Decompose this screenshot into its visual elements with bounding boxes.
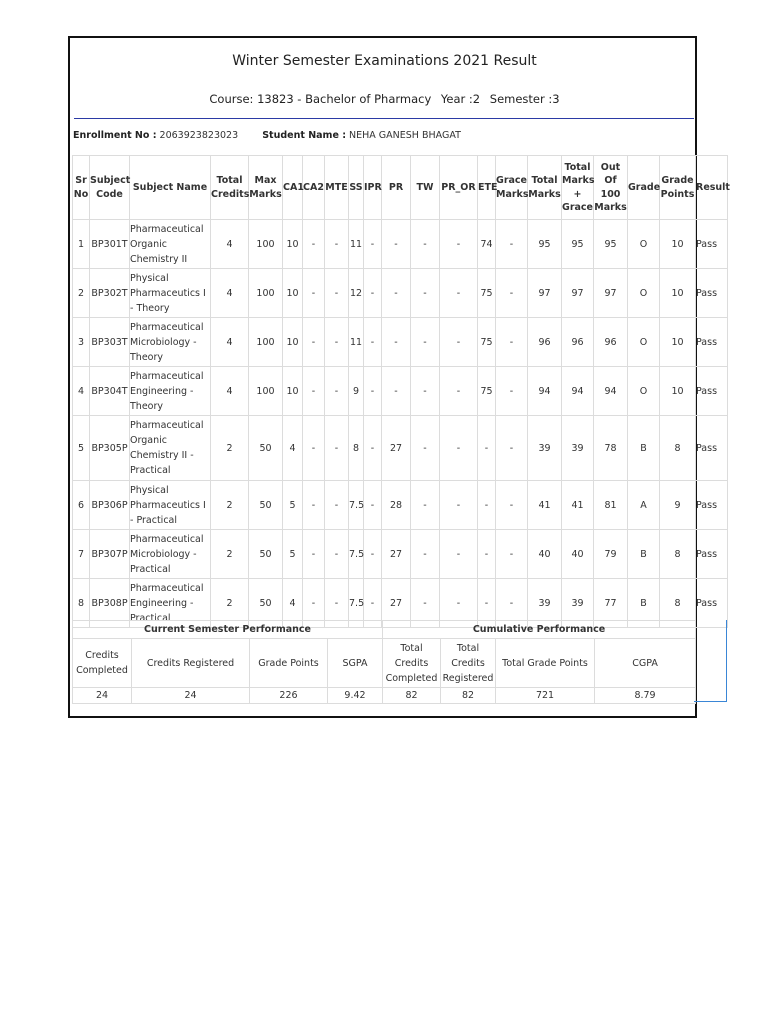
table-cell: - — [325, 481, 349, 530]
table-cell: - — [440, 416, 478, 481]
table-cell: BP301T — [90, 220, 130, 269]
table-cell: 2 — [211, 416, 249, 481]
table-cell: 1 — [73, 220, 90, 269]
table-cell: - — [382, 318, 411, 367]
table-cell: Pharmaceutical Organic Chemistry II - Practical — [130, 416, 211, 481]
column-header: Result — [696, 156, 728, 220]
table-cell: Pass — [696, 318, 728, 367]
table-cell: 10 — [660, 269, 696, 318]
column-header: TW — [411, 156, 440, 220]
table-cell: 7 — [73, 530, 90, 579]
grade-points-value: 226 — [250, 688, 328, 704]
column-header: Max Marks — [249, 156, 283, 220]
table-cell: 96 — [594, 318, 628, 367]
table-cell: - — [325, 530, 349, 579]
table-cell: 27 — [382, 579, 411, 628]
table-cell: 4 — [73, 367, 90, 416]
table-cell: BP306P — [90, 481, 130, 530]
column-header: MTE — [325, 156, 349, 220]
table-cell: - — [478, 579, 496, 628]
table-cell: - — [478, 530, 496, 579]
enrollment-value: 2063923823023 — [159, 130, 239, 141]
semester-label: Semester :3 — [489, 92, 560, 106]
table-cell: 39 — [528, 416, 562, 481]
page-title: Winter Semester Examinations 2021 Result — [232, 53, 537, 69]
performance-label: Credits Registered — [132, 639, 250, 688]
cgpa-value: 8.79 — [595, 688, 696, 704]
table-cell: - — [303, 318, 325, 367]
table-row — [73, 416, 728, 481]
performance-label: Total Credits Registered — [441, 639, 496, 688]
table-cell: 4 — [283, 416, 303, 481]
table-cell: - — [325, 579, 349, 628]
table-cell: 8 — [73, 579, 90, 628]
table-cell: 100 — [249, 367, 283, 416]
table-cell: - — [303, 416, 325, 481]
performance-label: Total Credits Completed — [383, 639, 441, 688]
marks-table — [72, 155, 728, 628]
table-cell: - — [411, 318, 440, 367]
table-cell: 2 — [211, 481, 249, 530]
table-cell: Pharmaceutical Engineering - Practical — [130, 579, 211, 628]
table-cell: 4 — [211, 367, 249, 416]
sgpa-value: 9.42 — [328, 688, 383, 704]
column-header: Grade Points — [660, 156, 696, 220]
table-cell: - — [325, 269, 349, 318]
course-label: Course: 13823 - Bachelor of Pharmacy — [209, 92, 432, 106]
table-cell: BP307P — [90, 530, 130, 579]
table-cell: BP304T — [90, 367, 130, 416]
table-cell: 10 — [660, 318, 696, 367]
table-cell: 95 — [562, 220, 594, 269]
table-cell: - — [411, 220, 440, 269]
table-cell: 75 — [478, 269, 496, 318]
table-cell: - — [411, 416, 440, 481]
table-cell: 50 — [249, 481, 283, 530]
table-cell: Pass — [696, 530, 728, 579]
table-cell: 79 — [594, 530, 628, 579]
table-cell: 75 — [478, 367, 496, 416]
table-cell: 8 — [660, 530, 696, 579]
performance-heading-row — [73, 621, 696, 639]
course-line — [70, 92, 699, 106]
table-cell: Pharmaceutical Engineering - Theory — [130, 367, 211, 416]
table-row — [73, 318, 728, 367]
credits-completed-value: 24 — [73, 688, 132, 704]
column-header: Out Of 100 Marks — [594, 156, 628, 220]
table-cell: Pass — [696, 481, 728, 530]
table-cell: 39 — [562, 579, 594, 628]
table-cell: - — [364, 416, 382, 481]
table-cell: 50 — [249, 579, 283, 628]
table-row — [73, 269, 728, 318]
table-cell: 97 — [528, 269, 562, 318]
student-name-value: NEHA GANESH BHAGAT — [349, 130, 461, 141]
column-header: Subject Name — [130, 156, 211, 220]
table-cell: 77 — [594, 579, 628, 628]
table-cell: 50 — [249, 416, 283, 481]
table-cell: - — [440, 318, 478, 367]
table-cell: 2 — [73, 269, 90, 318]
table-cell: - — [496, 367, 528, 416]
table-cell: 94 — [562, 367, 594, 416]
table-cell: 3 — [73, 318, 90, 367]
table-cell: - — [325, 220, 349, 269]
table-cell: - — [411, 367, 440, 416]
table-cell: O — [628, 269, 660, 318]
credits-registered-value: 24 — [132, 688, 250, 704]
table-cell: 2 — [211, 579, 249, 628]
table-cell: - — [382, 269, 411, 318]
table-cell: - — [440, 269, 478, 318]
table-cell: - — [364, 579, 382, 628]
table-row — [73, 220, 728, 269]
table-cell: 12 — [349, 269, 364, 318]
table-cell: - — [440, 481, 478, 530]
table-cell: - — [496, 481, 528, 530]
table-cell: - — [303, 220, 325, 269]
student-name-label: Student Name : — [262, 130, 346, 141]
table-cell: - — [364, 269, 382, 318]
table-cell: 5 — [283, 481, 303, 530]
column-header: Total Credits — [211, 156, 249, 220]
table-cell: Pass — [696, 579, 728, 628]
table-cell: 9 — [349, 367, 364, 416]
performance-label: Credits Completed — [73, 639, 132, 688]
table-cell: 94 — [594, 367, 628, 416]
performance-table — [72, 620, 696, 704]
table-cell: 6 — [73, 481, 90, 530]
performance-label: CGPA — [595, 639, 696, 688]
table-cell: 97 — [562, 269, 594, 318]
table-cell: - — [364, 220, 382, 269]
table-cell: - — [496, 318, 528, 367]
column-header: PR — [382, 156, 411, 220]
table-cell: - — [411, 481, 440, 530]
table-cell: 27 — [382, 416, 411, 481]
table-cell: - — [411, 579, 440, 628]
table-cell: A — [628, 481, 660, 530]
table-cell: Pharmaceutical Microbiology - Practical — [130, 530, 211, 579]
table-cell: 10 — [283, 318, 303, 367]
table-cell: 50 — [249, 530, 283, 579]
column-header: IPR — [364, 156, 382, 220]
table-cell: O — [628, 367, 660, 416]
student-info — [73, 130, 461, 141]
table-cell: 10 — [660, 220, 696, 269]
cumulative-performance-heading: Cumulative Performance — [383, 621, 696, 639]
table-cell: 8 — [349, 416, 364, 481]
table-cell: - — [364, 481, 382, 530]
table-cell: - — [478, 481, 496, 530]
table-cell: 7.5 — [349, 530, 364, 579]
total-credits-completed-value: 82 — [383, 688, 441, 704]
table-cell: 4 — [283, 579, 303, 628]
column-header: Total Marks — [528, 156, 562, 220]
table-cell: O — [628, 318, 660, 367]
table-cell: - — [440, 579, 478, 628]
table-cell: - — [382, 367, 411, 416]
table-cell: 96 — [562, 318, 594, 367]
table-cell: 27 — [382, 530, 411, 579]
table-cell: - — [382, 220, 411, 269]
table-cell: - — [411, 530, 440, 579]
table-cell: - — [496, 220, 528, 269]
table-cell: Pass — [696, 220, 728, 269]
table-cell: 95 — [594, 220, 628, 269]
column-header: Total Marks + Grace — [562, 156, 594, 220]
table-cell: - — [303, 579, 325, 628]
divider — [74, 118, 694, 119]
table-cell: 94 — [528, 367, 562, 416]
table-cell: - — [478, 416, 496, 481]
table-cell: Pass — [696, 416, 728, 481]
column-header: Grade — [628, 156, 660, 220]
table-cell: - — [303, 530, 325, 579]
table-cell: - — [496, 416, 528, 481]
table-cell: 2 — [211, 530, 249, 579]
table-cell: O — [628, 220, 660, 269]
column-header: PR_OR — [440, 156, 478, 220]
performance-label: SGPA — [328, 639, 383, 688]
performance-label: Total Grade Points — [496, 639, 595, 688]
column-header: Grace Marks — [496, 156, 528, 220]
table-header-row — [73, 156, 728, 220]
performance-label-row — [73, 639, 696, 688]
table-cell: 95 — [528, 220, 562, 269]
table-cell: - — [496, 269, 528, 318]
table-cell: BP302T — [90, 269, 130, 318]
table-cell: - — [440, 220, 478, 269]
table-cell: 7.5 — [349, 579, 364, 628]
table-cell: Pharmaceutical Microbiology - Theory — [130, 318, 211, 367]
table-cell: BP305P — [90, 416, 130, 481]
column-header: ETE — [478, 156, 496, 220]
table-cell: - — [364, 367, 382, 416]
performance-value-row — [73, 688, 696, 704]
year-label: Year :2 — [440, 92, 481, 106]
table-cell: - — [364, 318, 382, 367]
table-cell: 81 — [594, 481, 628, 530]
table-cell: 10 — [283, 269, 303, 318]
table-cell: BP308P — [90, 579, 130, 628]
table-cell: 10 — [660, 367, 696, 416]
table-cell: 41 — [562, 481, 594, 530]
table-cell: 75 — [478, 318, 496, 367]
table-cell: - — [411, 269, 440, 318]
table-row — [73, 481, 728, 530]
table-cell: 9 — [660, 481, 696, 530]
table-cell: - — [303, 367, 325, 416]
table-cell: 4 — [211, 269, 249, 318]
current-performance-heading: Current Semester Performance — [73, 621, 383, 639]
table-cell: 100 — [249, 318, 283, 367]
table-cell: Pharmaceutical Organic Chemistry II — [130, 220, 211, 269]
column-header: CA2 — [303, 156, 325, 220]
table-cell: 40 — [528, 530, 562, 579]
table-cell: - — [496, 530, 528, 579]
table-cell: BP303T — [90, 318, 130, 367]
table-cell: Physical Pharmaceutics I - Theory — [130, 269, 211, 318]
table-cell: 4 — [211, 220, 249, 269]
table-cell: 28 — [382, 481, 411, 530]
table-cell: - — [440, 367, 478, 416]
table-cell: 100 — [249, 269, 283, 318]
table-cell: 40 — [562, 530, 594, 579]
table-cell: - — [496, 579, 528, 628]
table-cell: 97 — [594, 269, 628, 318]
table-cell: - — [440, 530, 478, 579]
enrollment-label: Enrollment No : — [73, 130, 157, 141]
table-cell: 10 — [283, 367, 303, 416]
table-cell: Pass — [696, 367, 728, 416]
table-cell: 100 — [249, 220, 283, 269]
table-cell: 11 — [349, 220, 364, 269]
table-cell: - — [364, 530, 382, 579]
table-cell: B — [628, 530, 660, 579]
table-cell: 41 — [528, 481, 562, 530]
table-cell: 10 — [283, 220, 303, 269]
table-cell: Pass — [696, 269, 728, 318]
table-cell: Physical Pharmaceutics I - Practical — [130, 481, 211, 530]
table-cell: 8 — [660, 579, 696, 628]
table-cell: B — [628, 579, 660, 628]
table-cell: - — [325, 367, 349, 416]
total-grade-points-value: 721 — [496, 688, 595, 704]
table-row — [73, 530, 728, 579]
table-cell: 7.5 — [349, 481, 364, 530]
column-header: SS — [349, 156, 364, 220]
column-header: CA1 — [283, 156, 303, 220]
column-header: Sr No — [73, 156, 90, 220]
table-cell: - — [303, 269, 325, 318]
table-cell: 74 — [478, 220, 496, 269]
table-cell: 78 — [594, 416, 628, 481]
table-cell: 96 — [528, 318, 562, 367]
table-cell: 8 — [660, 416, 696, 481]
column-header: Subject Code — [90, 156, 130, 220]
highlight-box — [694, 620, 727, 702]
table-cell: - — [325, 416, 349, 481]
table-cell: - — [325, 318, 349, 367]
table-cell: 4 — [211, 318, 249, 367]
table-row — [73, 367, 728, 416]
table-cell: 39 — [528, 579, 562, 628]
performance-label: Grade Points — [250, 639, 328, 688]
table-cell: 11 — [349, 318, 364, 367]
table-cell: 5 — [283, 530, 303, 579]
table-cell: - — [303, 481, 325, 530]
table-cell: 5 — [73, 416, 90, 481]
total-credits-registered-value: 82 — [441, 688, 496, 704]
table-cell: 39 — [562, 416, 594, 481]
table-cell: B — [628, 416, 660, 481]
